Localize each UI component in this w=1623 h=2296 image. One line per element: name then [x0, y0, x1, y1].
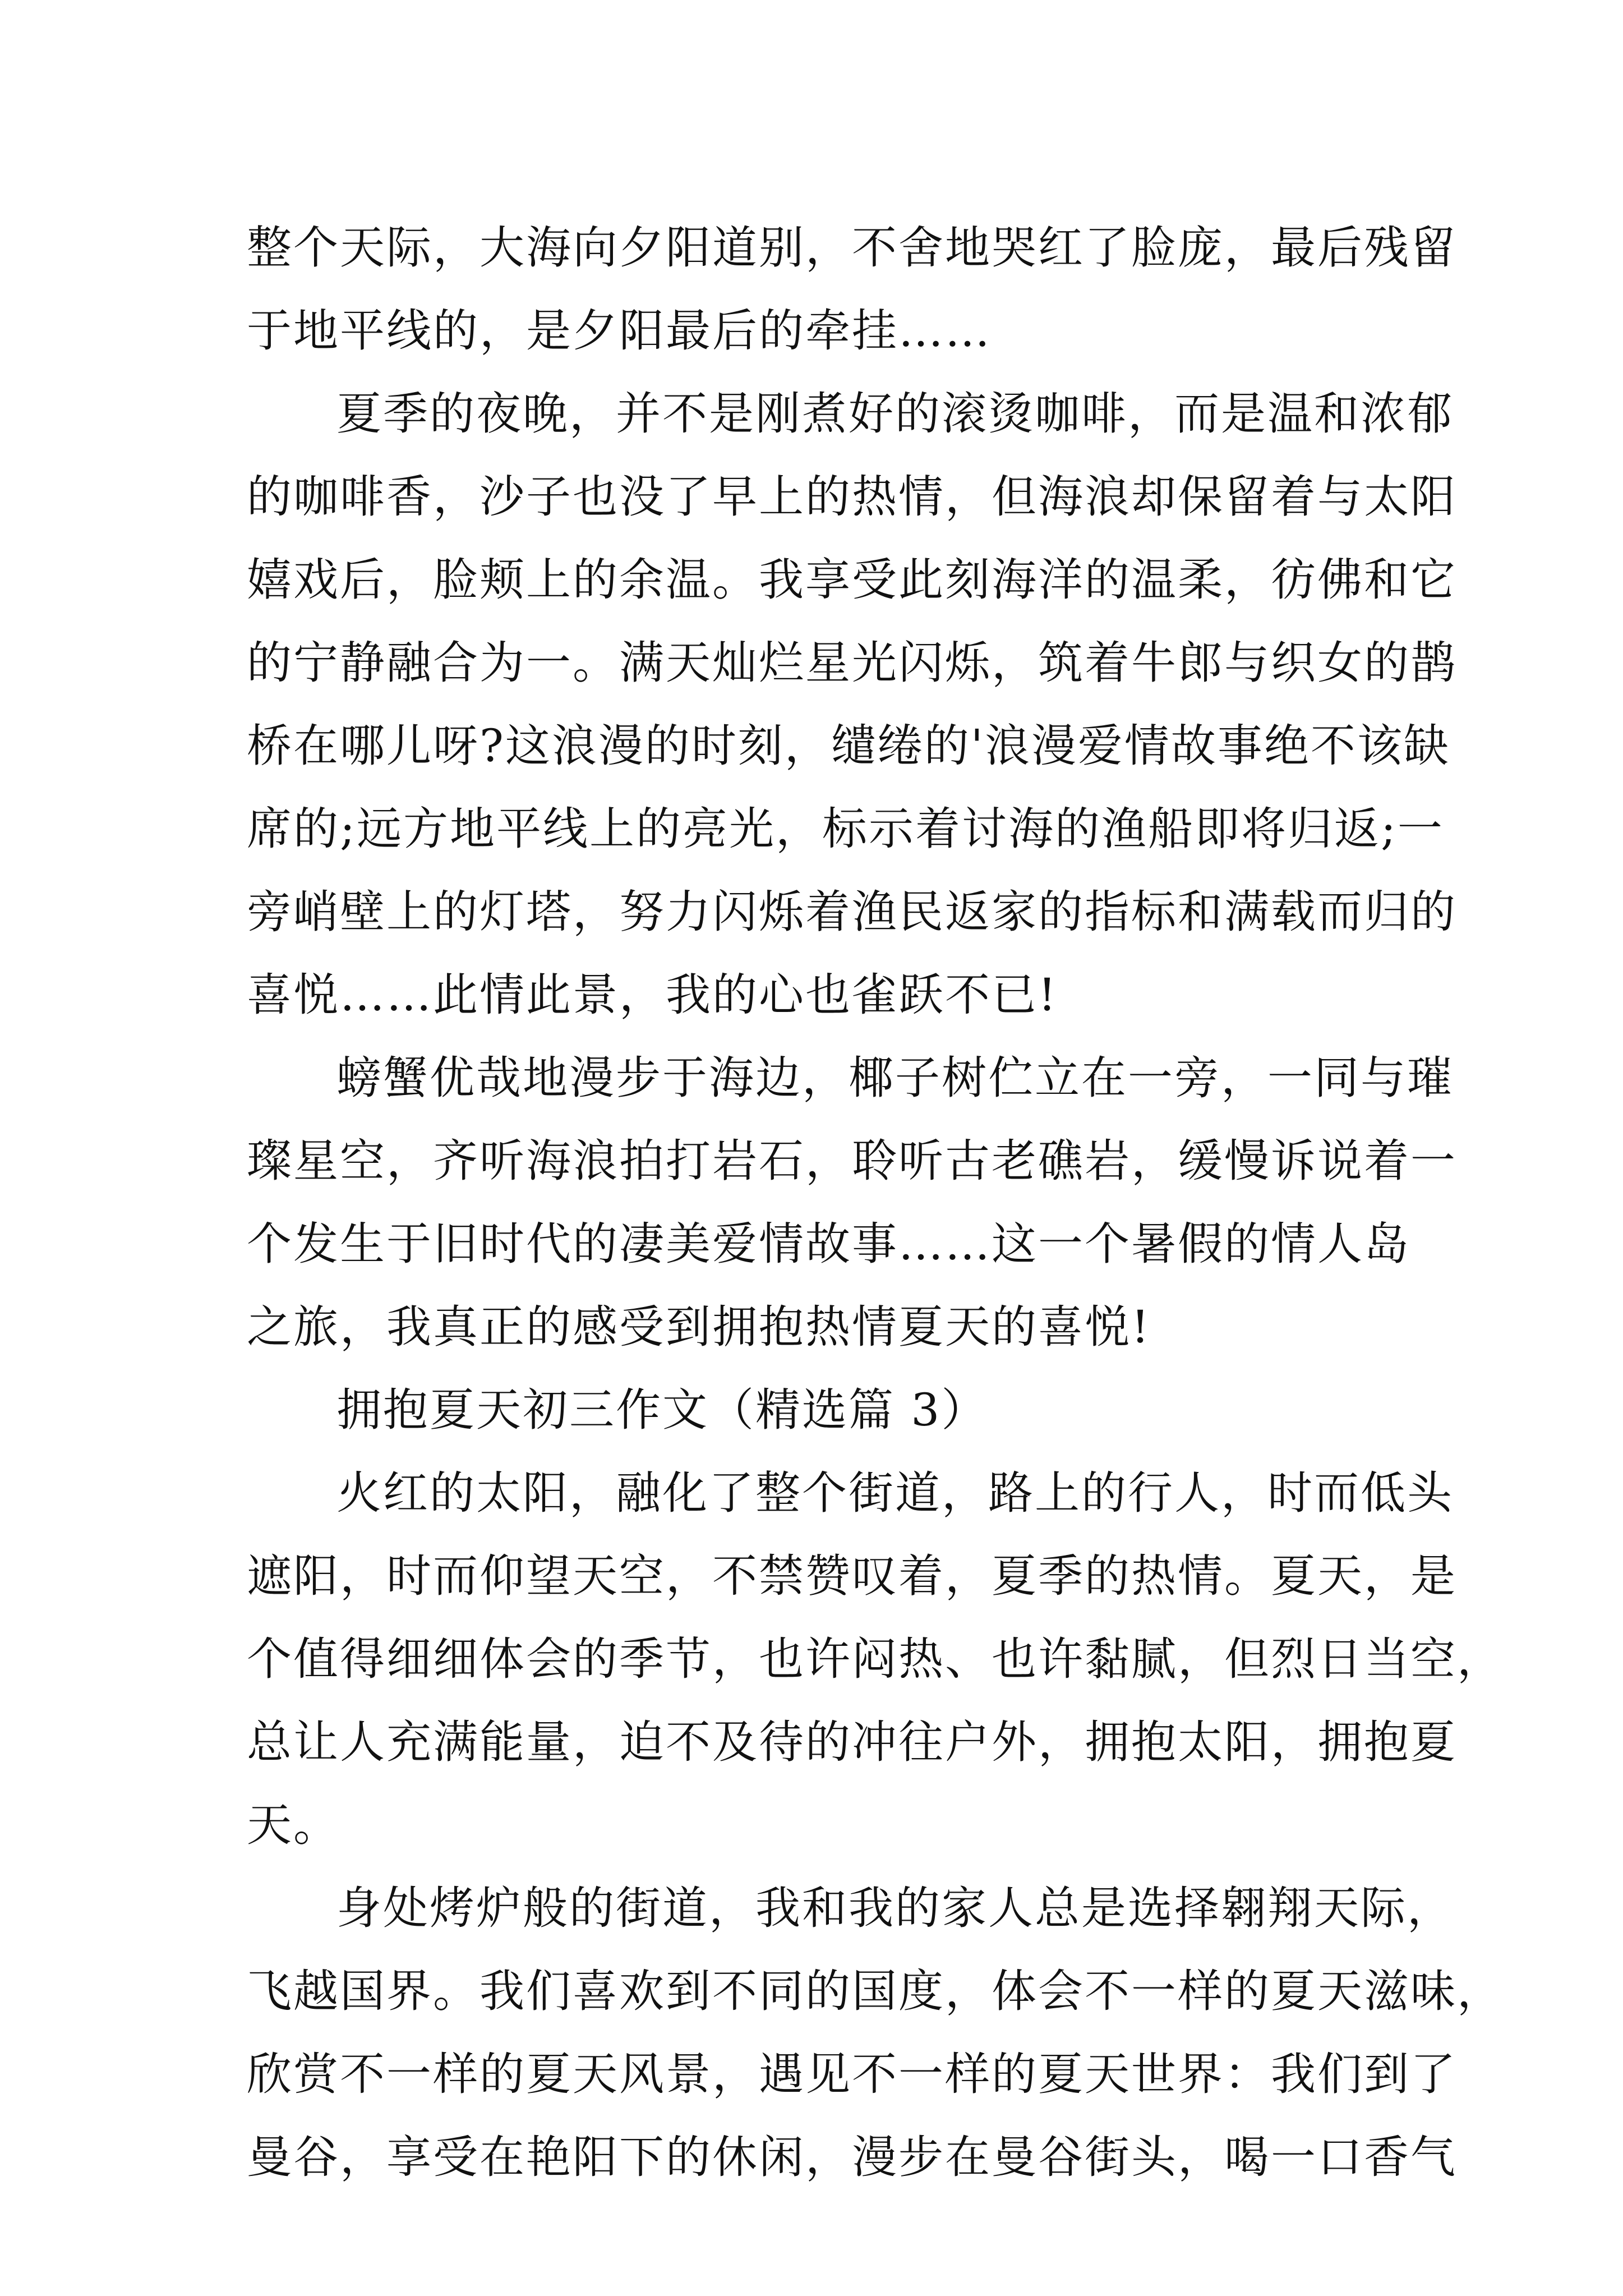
document-body [247, 206, 1504, 2199]
text-line: 的宁静融合为一。满天灿烂星光闪烁，筑着牛郎与织女的鹊 [247, 637, 1457, 689]
text-line: 的咖啡香，沙子也没了早上的热情，但海浪却保留着与太阳 [247, 471, 1457, 523]
paragraph-start-line: 火红的太阳，融化了整个街道，路上的行人，时而低头 [336, 1467, 1454, 1519]
text-line: 曼谷，享受在艳阳下的休闲，漫步在曼谷街头，喝一口香气 [247, 2131, 1457, 2183]
text-line: 旁峭壁上的灯塔，努力闪烁着渔民返家的指标和满载而归的 [247, 886, 1457, 938]
text-line: 天。 [247, 1799, 340, 1851]
paragraph-start-line: 身处烤炉般的街道，我和我的家人总是选择翱翔天际， [336, 1882, 1454, 1934]
text-line: 嬉戏后，脸颊上的余温。我享受此刻海洋的温柔，彷佛和它 [247, 554, 1457, 606]
paragraph-start-line: 螃蟹优哉地漫步于海边，椰子树伫立在一旁，一同与璀 [336, 1052, 1454, 1104]
text-line: 璨星空，齐听海浪拍打岩石，聆听古老礁岩，缓慢诉说着一 [247, 1135, 1457, 1187]
text-line: 个发生于旧时代的凄美爱情故事……这一个暑假的情人岛 [247, 1218, 1410, 1270]
paragraph-start-line: 夏季的夜晚，并不是刚煮好的滚烫咖啡，而是温和浓郁 [336, 388, 1454, 440]
text-line: 席的;远方地平线上的亮光，标示着讨海的渔船即将归返;一 [247, 803, 1444, 855]
text-line: 之旅，我真正的感受到拥抱热情夏天的喜悦! [247, 1301, 1151, 1353]
text-line: 于地平线的，是夕阳最后的牵挂…… [247, 305, 992, 357]
text-line: 欣赏不一样的夏天风景，遇见不一样的夏天世界：我们到了 [247, 2048, 1457, 2100]
text-line: 个值得细细体会的季节，也许闷热、也许黏腻，但烈日当空， [247, 1633, 1504, 1685]
text-line: 总让人充满能量，迫不及待的冲往户外，拥抱太阳，拥抱夏 [247, 1716, 1457, 1768]
section-heading: 拥抱夏天初三作文（精选篇 3） [336, 1384, 988, 1436]
text-line: 整个天际，大海向夕阳道别，不舍地哭红了脸庞，最后残留 [247, 222, 1457, 274]
text-line: 喜悦……此情此景，我的心也雀跃不已! [247, 969, 1058, 1021]
text-line: 飞越国界。我们喜欢到不同的国度，体会不一样的夏天滋味， [247, 1965, 1504, 2017]
text-line: 桥在哪儿呀?这浪漫的时刻，缱绻的'浪漫爱情故事绝不该缺 [247, 720, 1450, 772]
text-line: 遮阳，时而仰望天空，不禁赞叹着，夏季的热情。夏天，是 [247, 1550, 1457, 1602]
